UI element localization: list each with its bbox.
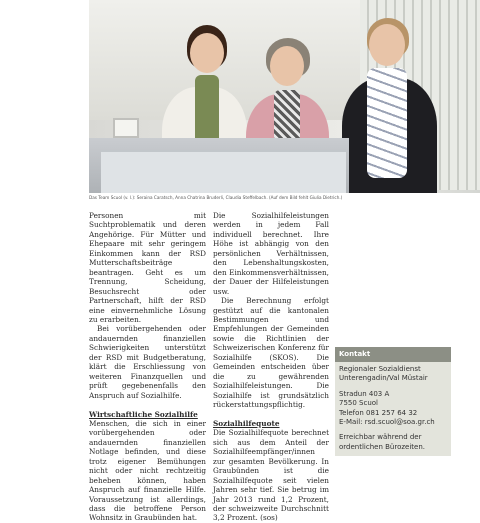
contact-org-line: Unterengadin/Val Müstair [339,374,428,383]
team-photo [89,0,480,193]
person-right [337,18,437,193]
contact-phone: Telefon 081 257 64 32 [339,408,418,417]
contact-org-line: Regionaler Sozialdienst [339,365,421,373]
paragraph: Die Berechnung erfolgt gestützt auf die kantonalen Bestimmungen und Empfehlungen der Gemeinden sowie die Richtlinien der Schweizerischen Konferenz für Sozialhilfe (SKOS). Die Gemeinden entscheiden über die zu gewährenden Sozialhilfeleistungen. Die Sozialhilfe ist grundsätzlich rückerstattungspflichtig. [213,296,329,410]
section-heading: Sozialhilfequote [213,418,280,428]
paragraph: Personen mit Suchtproblematik und deren Angehörige. Für Mütter und Ehepaare mit sehr geringem Einkommen kann der RSD Mutterschaftsbeiträge beantragen. Geht es um Trennung, Scheidung, Besuchsrecht oder Partnerschaft, hilft der RSD eine einvernehmliche Lösung zu erarbeiten. [89,211,206,324]
text-column-2 [213,211,329,523]
section-heading: Wirtschaftliche Sozialhilfe [89,409,198,419]
contact-note: Erreichbar während der ordentlichen Bürozeiten. [339,433,425,451]
contact-email[interactable]: E-Mail: rsd.scuol@soa.gr.ch [339,418,435,427]
paragraph: Menschen, die sich in einer vorübergehenden oder andauernden finanziellen Notlage befinden, und diese trotz eigener Bemühungen nicht oder nicht rechtzeitig beheben können, haben Anspruch auf finanzielle Hilfe. Voraussetzung ist allerdings, dass die betroffene Person Wohnsitz in Graubünden hat. [89,418,206,523]
contact-details [335,362,451,456]
contact-city: 7550 Scuol [339,399,378,408]
contact-street: Stradun 403 A [339,389,390,398]
photo-counter [101,150,346,193]
text-column-1 [89,211,206,523]
paragraph: Die Sozialhilfequote berechnet sich aus dem Anteil der Sozialhilfeempfänger/innen zur gesamten Bevölkerung. In Graubünden ist die Sozialhilfequote seit vielen Jahren sehr tief. Sie betrug im Jahr 2013 rund 1,2 Prozent, der schweizweite Durchschnitt 3,2 Prozent. (sos) [213,428,329,523]
paragraph: Die Sozialhilfeleistungen werden in jedem Fall individuell berechnet. Ihre Höhe ist abhängig von den persönlichen Verhältnissen, den Lebenshaltungskosten, den Einkommensverhältnissen, der Dauer der Hilfeleistungen usw. [213,211,329,296]
contact-title: Kontakt [335,347,451,362]
paragraph: Bei vorübergehenden oder andauernden finanziellen Schwierigkeiten unterstützt der RSD mit Budgetberatung, klärt die Erschliessung von weiteren Finanzquellen und prüft gegebenenfalls den Anspruch auf Sozialhilfe. [89,324,206,400]
photo-picture-frame [113,118,139,138]
photo-caption: Das Team Scuol (v. l.): Seraina Caratsch, Anna Chatrina Bruderli, Claudia Steffelbach. (Auf dem Bild fehlt Giulia Dietrich.) [89,195,343,200]
contact-box [335,347,451,456]
